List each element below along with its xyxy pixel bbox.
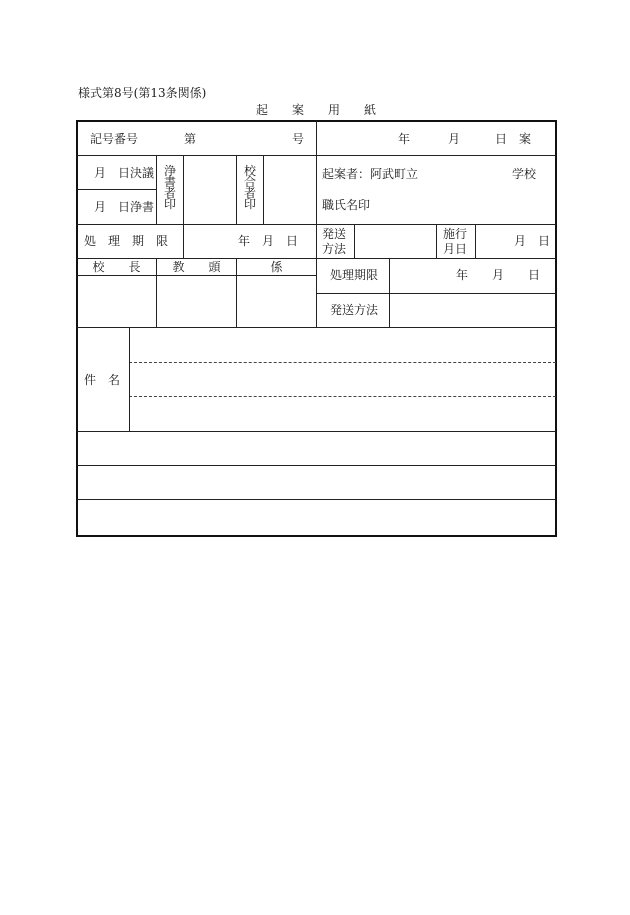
column-divider (129, 327, 130, 431)
document-title: 起 案 用 紙 (256, 103, 377, 117)
position-name-seal-label: 職氏名印 (322, 198, 371, 212)
column-divider (236, 155, 237, 224)
column-divider (436, 224, 437, 258)
row-divider (77, 465, 556, 466)
column-divider (316, 121, 317, 327)
principal-label: 校 長 (92, 260, 141, 274)
deadline-month-label: 月 (262, 234, 275, 248)
subject-line (129, 362, 556, 363)
right-month-label: 月 (492, 268, 505, 282)
enforcement-date-label-line2: 月日 (443, 242, 468, 256)
row-divider (77, 499, 556, 500)
deadline-day-label: 日 (286, 234, 299, 248)
row-divider (77, 327, 556, 328)
subject-line (129, 396, 556, 397)
column-divider (354, 224, 355, 258)
dai-label: 第 (184, 132, 197, 146)
right-day-label: 日 (528, 268, 541, 282)
row-divider (77, 189, 156, 190)
school-label: 学校 (512, 167, 537, 181)
right-year-label: 年 (456, 268, 469, 282)
enforcement-date-label-line1: 施行 (443, 227, 468, 241)
sending-method-label-line2: 方法 (322, 242, 347, 256)
column-divider (263, 155, 264, 224)
right-sending-method-label: 発送方法 (330, 303, 379, 317)
column-divider (183, 224, 184, 258)
row-divider (316, 293, 556, 294)
column-divider (183, 155, 184, 224)
gou-label: 号 (292, 132, 305, 146)
row-divider (77, 275, 316, 276)
form-number-label: 様式第8号(第13条関係) (78, 86, 207, 100)
clean-copy-date-label: 月 日浄書 (94, 200, 155, 214)
subject-label: 件 名 (84, 373, 121, 387)
right-deadline-label: 処理期限 (330, 268, 379, 282)
column-divider (389, 258, 390, 327)
staff-label: 係 (270, 260, 283, 274)
decision-date-label: 月 日決議 (94, 166, 155, 180)
sending-method-label-line1: 発送 (322, 227, 347, 241)
vice-principal-label: 教 頭 (172, 260, 221, 274)
day-draft-label: 日 案 (495, 132, 532, 146)
year-label: 年 (398, 132, 411, 146)
row-divider (77, 431, 556, 432)
month-label: 月 (448, 132, 461, 146)
deadline-year-label: 年 (238, 234, 251, 248)
column-divider (156, 155, 157, 224)
proofreader-seal-label: 校合者印 (243, 164, 256, 211)
record-number-label: 記号番号 (90, 132, 139, 146)
drafter-label: 起案者：阿武町立 (322, 167, 419, 181)
enforcement-month-label: 月 (514, 234, 527, 248)
processing-deadline-label: 処 理 期 限 (84, 234, 169, 248)
enforcement-day-label: 日 (538, 234, 551, 248)
copyist-seal-label: 浄書者印 (163, 164, 176, 211)
column-divider (475, 224, 476, 258)
